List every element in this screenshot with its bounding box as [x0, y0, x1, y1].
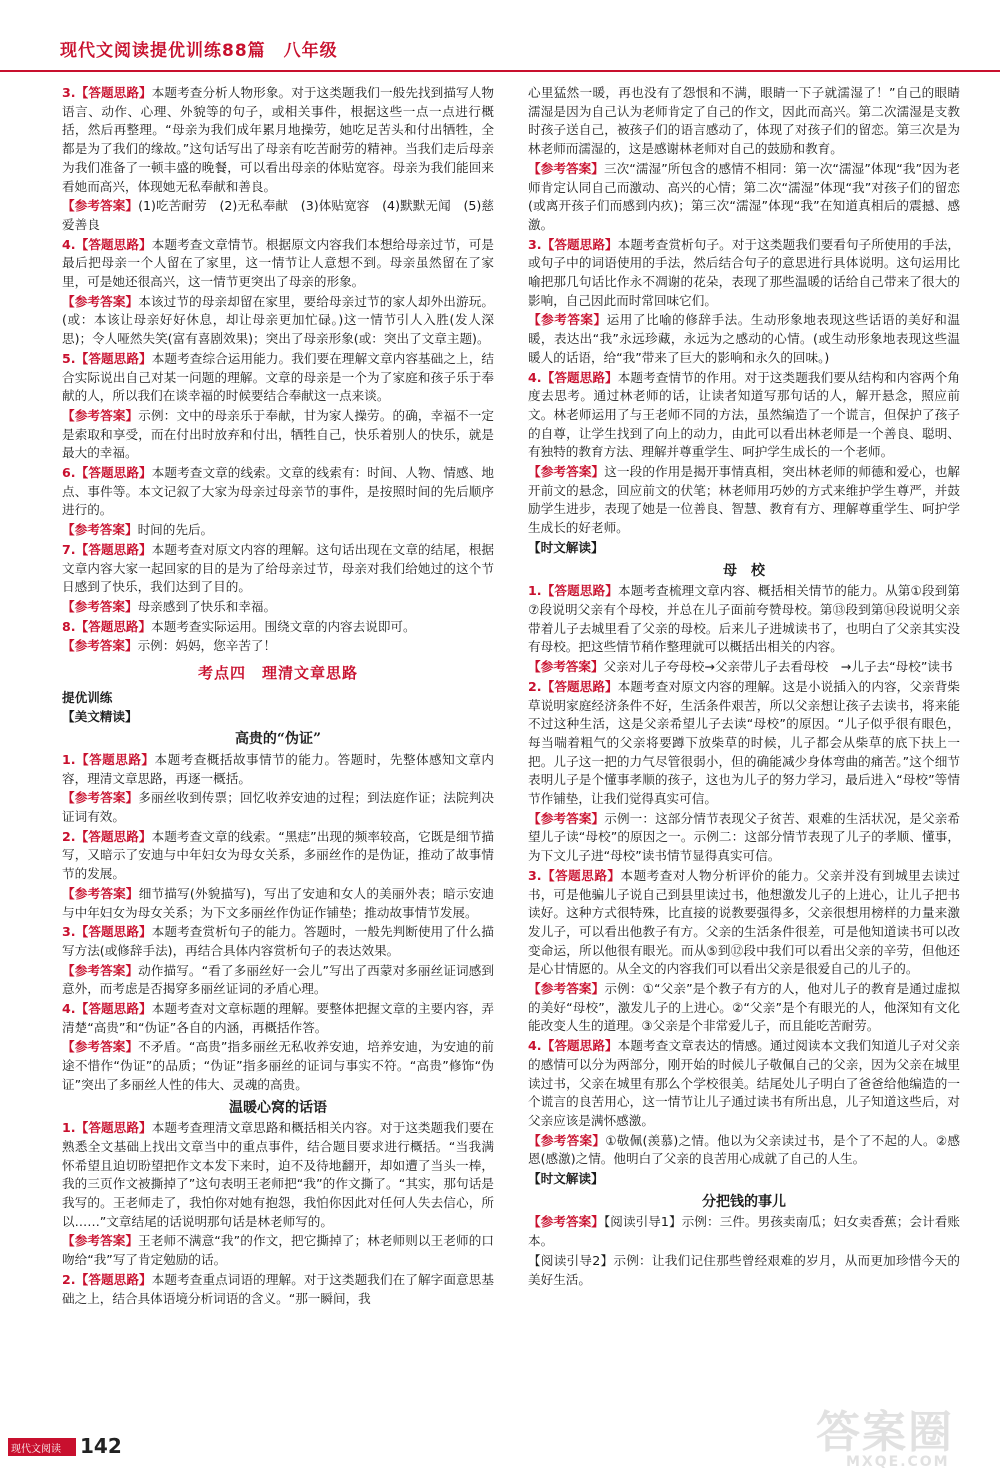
answer-text: 不矛盾。“高贵”指多丽丝无私收养安迪，培养安迪，为安迪的前途不惜作“伪证”的品质；“伪证”指多丽丝的证词与事实不符。“高贵”修饰“伪证”突出了多丽丝人性的伟大、灵魂的高贵。: [62, 1039, 494, 1092]
answer-tag: 2.【答题思路】: [62, 828, 152, 844]
sub-title-training: 提优训练: [62, 689, 113, 705]
answer-paragraph: [62, 923, 494, 960]
answer-text: 本题考查梳理文章内容、概括相关情节的能力。从第①段到第⑦段说明父亲有个母校，并总在儿子面前夸赞母校。第⑬段到第⑭段说明父亲带着儿子去城里看了父亲的母校。后来儿子进城读书了，也明白了父亲其实没有母校。把这些情节稍作整理就可以概括出相关的内容。: [528, 583, 960, 655]
page-number: 142: [80, 1434, 122, 1458]
answer-text: 本题考查文章情节。根据原文内容我们本想给母亲过节，可是最后把母亲一个人留在了家里，这一情节让人意想不到。母亲虽然留在了家里，可是她还很高兴，这一情节更突出了母亲的形象。: [62, 236, 494, 290]
answer-text: 本题考查实际运用。围绕文章的内容去说即可。: [151, 618, 416, 634]
answer-tag: 3.【答题思路】: [62, 85, 152, 100]
answer-paragraph: [62, 962, 494, 999]
answer-tag: 【参考答案】: [528, 1214, 604, 1230]
left-answer-blocks: [62, 84, 494, 656]
header-divider: [0, 70, 1000, 72]
article-2-title: 温暖心窝的话语: [229, 1099, 327, 1116]
answer-paragraph: [62, 521, 494, 540]
answer-paragraph: [62, 598, 494, 617]
article-3-title: 母 校: [723, 562, 765, 579]
answer-tag: 【参考答案】: [62, 962, 139, 978]
answer-tag: 【参考答案】: [62, 407, 139, 423]
answer-text: 示例：①“父亲”是个教子有方的人，他对儿子的教育是通过虚拟的美好“母校”，激发儿子的上进心。②“父亲”是个有眼光的人，他深知有文化能改变人生的道理。③父亲是个非常爱儿子，而且能吃苦耐劳。: [528, 981, 961, 1034]
answer-tag: 【参考答案】: [62, 198, 139, 214]
section-title: 考点四 理清文章思路: [197, 664, 358, 683]
answer-text: 心里猛然一暖，再也没有了怨恨和不满，眼睛一下子就濡湿了！”自己的眼睛濡湿是因为自己认为老师肯定了自己的作文，因此而高兴。第二次濡湿是支教时孩子送自己，被孩子们的语言感动了，体现了对孩子们的留恋。第三次是为林老师而濡湿的，这是感谢林老师对自己的鼓励和教育。: [528, 85, 960, 157]
answer-paragraph: [62, 1271, 494, 1308]
answer-text: 本题考查综合运用能力。我们要在理解文章内容基础之上，结合实际说出自己对某一问题的理解。文章的母亲是一个为了家庭和孩子乐于奉献的人，所以我们在谈幸福的时候要结合奉献这一点来谈。: [62, 350, 494, 404]
site-watermark: [816, 1396, 986, 1470]
answer-text: 本题考查赏析句子的能力。答题时，一般先判断使用了什么描写方法(或修辞手法)，再结合具体内容赏析句子的表达效果。: [62, 924, 494, 958]
answer-text: 本题考查对人物分析评价的能力。父亲并没有到城里去读过书，可是他骗儿子说自己到县里读过书，他想激发儿子的上进心，让儿子把书读好。这种方式很特殊，比直接的说教要强得多，父亲很想用榜样的力量来激发儿子，可以看出他教子有方。父亲的生活条件很差，可是他知道读书可以改变命运，所以他很有眼光。而从⑤到⑫段中我们可以看出父亲的辛劳，但他还是心甘情愿的。从全文的内容我们可以看出父亲是很爱自己的儿子的。: [528, 867, 960, 977]
answer-paragraph: [62, 236, 494, 292]
answer-tag: 【参考答案】: [62, 885, 139, 901]
answer-paragraph: [62, 407, 494, 463]
page-footer: [0, 1394, 1000, 1474]
answer-text: 【阅读引导1】示例：三件。男孩卖南瓜；妇女卖香蕉；会计看账本。: [528, 1214, 960, 1249]
answer-text: 本该过节的母亲却留在家里，要给母亲过节的家人却外出游玩。(或：本该让母亲好好休息，却让母亲更加忙碌。)这一情节引人入胜(发人深思)；令人哑然失笑(富有喜剧效果)；突出了母亲形象(或：突出了文章主题)。: [62, 293, 495, 347]
article-4-blocks: [528, 1213, 960, 1289]
answer-tag: 【参考答案】: [528, 659, 604, 675]
article-4-title: 分把钱的事儿: [702, 1193, 786, 1210]
answer-text: 本题考查对原文内容的理解。这句话出现在文章的结尾，根据文章内容大家一起回家的目的是为了给母亲过节，母亲对我们给她过的这个节日感到了快乐，我们达到了目的。: [62, 541, 494, 595]
answer-paragraph: [528, 1037, 960, 1131]
answer-text: 运用了比喻的修辞手法。生动形象地表现这些话语的美好和温暖，表达出“我”永远珍藏，永远为之感动的心情。(或生动形象地表现这些温暖人的话语，给“我”带来了巨大的影响和永久的回味。): [528, 312, 961, 365]
answer-tag: 【参考答案】: [62, 598, 138, 614]
answer-tag: 【参考答案】: [528, 981, 605, 997]
answer-text: 三次“濡湿”所包含的感情不相同：第一次“濡湿”体现“我”因为老师肯定认同自己而激动、高兴的心情；第二次“濡湿”体现“我”对孩子们的留恋(或离开孩子们而感到内疚)；第三次“濡湿”体现“我”在知道真相后的震撼、感激。: [528, 160, 960, 232]
answer-paragraph: [528, 1132, 960, 1169]
answer-text: 本题考查文章表达的情感。通过阅读本文我们知道儿子对父亲的感情可以分为两部分，刚开始的时候儿子敬佩自己的父亲，因为父亲在城里读过书，父亲在城里有那么个学校很美。结尾处儿子明白了爸爸给他编造的一个谎言的良苦用心，这一情节让儿子通过读书有所出息，儿子知道这些后，对父亲应该是满怀感激。: [528, 1038, 960, 1128]
answer-tag: 7.【答题思路】: [62, 541, 152, 557]
right-sub-title-2: 【时文解读】: [528, 1171, 604, 1187]
footer-logo-text: 现代文阅读: [11, 1444, 61, 1455]
answer-tag: 1.【答题思路】: [62, 1120, 152, 1136]
answer-paragraph: [528, 810, 960, 866]
footer-logo: [8, 1438, 76, 1456]
answer-text: 本题考查文章的线索。文章的线索有：时间、人物、情感、地点、事件等。本文记叙了大家为母亲过母亲节的事件，是按照时间的先后顺序进行的。: [62, 465, 494, 518]
sub-title-reading: 【美文精读】: [62, 708, 138, 724]
answer-paragraph: [62, 828, 494, 884]
answer-paragraph: [62, 1000, 494, 1037]
answer-tag: 【参考答案】: [62, 293, 139, 309]
answer-paragraph: [528, 867, 960, 979]
article-1-title: 高贵的“伪证”: [234, 731, 322, 748]
right-answer-blocks: [528, 84, 960, 538]
answer-tag: 【参考答案】: [62, 1233, 139, 1249]
answer-text: 【阅读引导2】示例：让我们记住那些曾经艰难的岁月，从而更加珍惜今天的美好生活。: [528, 1252, 960, 1287]
answer-text: 示例：文中的母亲乐于奉献，甘为家人操劳。的确，幸福不一定是索取和享受，而在付出时放弃和付出，牺牲自己，快乐着别人的快乐，就是最大的幸福。: [62, 407, 495, 461]
answer-paragraph: [62, 751, 494, 788]
answer-tag: 【参考答案】: [62, 638, 138, 654]
answer-paragraph: [62, 1119, 494, 1231]
answer-paragraph: [62, 1038, 494, 1094]
answer-tag: 4.【答题思路】: [528, 1038, 618, 1054]
answer-text: 本题考查赏析句子。对于这类题我们要看句子所使用的手法，或句子中的词语使用的手法，然后结合句子的意思进行具体说明。这句运用比喻把那几句话比作永不凋谢的花朵，表现了那些温暖的话给自己带来了很大的影响，自己因此而时常回味它们。: [528, 236, 960, 308]
answer-paragraph: [62, 885, 494, 922]
answer-tag: 5.【答题思路】: [62, 350, 152, 366]
answer-tag: 【参考答案】: [528, 810, 605, 826]
answer-paragraph: [62, 541, 494, 597]
answer-paragraph: [528, 369, 960, 463]
answer-paragraph: [528, 678, 960, 809]
right-sub-title-1: 【时文解读】: [528, 539, 604, 555]
answer-text: 本题考查对原文内容的理解。这是小说插入的内容，父亲背柴草说明家庭经济条件不好，生活条件艰苦，所以父亲想让孩子去读书，将来能不过这种生活，这是父亲希望儿子去读“母校”的原因。“儿子似乎很有眼色，每当喘着粗气的父亲将要蹲下放柴草的时候，儿子都会从柴草的底下扶上一把。儿子这一把的力气尽管很弱小，但的确能减少身体弯曲的痛苦。”这个细节表明儿子是个懂事孝顺的孩子，这也为儿子的努力学习，最后进入“母校”等情节作铺垫，让我们觉得真实可信。: [528, 678, 960, 807]
answer-text: 本题考查重点词语的理解。对于这类题我们在了解字面意思基础之上，结合具体语境分析词语的含义。“那一瞬间，我: [62, 1271, 494, 1306]
right-column: [528, 84, 960, 1290]
answer-tag: 【参考答案】: [528, 312, 607, 328]
answer-tag: 1.【答题思路】: [62, 751, 155, 767]
answer-tag: 3.【答题思路】: [528, 867, 621, 883]
answer-paragraph: [62, 637, 494, 656]
answer-tag: 4.【答题思路】: [528, 369, 618, 385]
watermark-small-text: MXQE.COM: [846, 1454, 950, 1470]
answer-text: 王老师不满意“我”的作文，把它撕掉了；林老师则以王老师的口吻给“我”写了肯定勉励的话。: [62, 1233, 494, 1268]
answer-text: 这一段的作用是揭开事情真相，突出林老师的师德和爱心，也解开前文的悬念，回应前文的伏笔；林老师用巧妙的方式来维护学生尊严，并鼓励学生进步，表现了她是一位善良、智慧、教育有方、理解尊重学生、呵护学生成长的好老师。: [528, 464, 961, 536]
answer-paragraph: [528, 160, 960, 235]
article-1-blocks: [62, 751, 494, 1095]
answer-text: ①敬佩(羡慕)之情。他以为父亲读过书，是个了不起的人。②感恩(感激)之情。他明白了父亲的良苦用心成就了自己的人生。: [528, 1132, 960, 1167]
answer-paragraph: [528, 1252, 960, 1289]
answer-tag: 【参考答案】: [62, 522, 138, 538]
answer-paragraph: [62, 618, 494, 637]
answer-paragraph: [528, 463, 960, 538]
answer-text: 本题考查理清文章思路和概括相关内容。对于这类题我们要在熟悉全文基础上找出文章当中的重点事件，结合题目要求进行概括。“当我满怀希望且迫切盼望把作文本发下来时，迫不及待地翻开，却如遭了当头一棒，我的三页作文被撕掉了”这句表明王老师把“我”的作文撕了。“其实，那句话是我写的。王老师走了，我怕你对她有抱怨，我怕你因此对任何人失去信心，所以……”文章结尾的话说明那句话是林老师写的。: [62, 1120, 494, 1229]
answer-text: 父亲对儿子夸母校→父亲带儿子去看母校 →儿子去“母校”读书: [603, 659, 953, 675]
answer-paragraph: [62, 789, 494, 826]
answer-text: 母亲感到了快乐和幸福。: [137, 598, 277, 614]
page-header: [0, 0, 1000, 74]
answer-text: (1)吃苦耐劳 (2)无私奉献 (3)体贴宽容 (4)默默无闻 (5)慈爱善良: [62, 198, 495, 232]
article-2-blocks: [62, 1119, 494, 1308]
answer-tag: 1.【答题思路】: [528, 583, 618, 599]
answer-paragraph: [528, 582, 960, 657]
answer-text: 本题考查概括故事情节的能力。答题时，先整体感知文章内容，理清文章思路，再逐一概括。: [62, 751, 494, 786]
answer-tag: 2.【答题思路】: [528, 678, 618, 694]
answer-paragraph: [62, 350, 494, 406]
answer-tag: 6.【答题思路】: [62, 465, 152, 481]
answer-text: 示例：妈妈，您辛苦了！: [137, 638, 277, 654]
answer-paragraph: [62, 84, 494, 196]
answer-tag: 【参考答案】: [528, 464, 605, 480]
answer-text: 本题考查文章的线索。“黑痣”出现的频率较高，它既是细节描写，又暗示了安迪与中年妇女为母女关系，多丽丝作的是伪证，推动了故事情节的发展。: [62, 828, 494, 882]
answer-tag: 8.【答题思路】: [62, 618, 152, 634]
answer-text: 动作描写。“看了多丽丝好一会儿”写出了西蒙对多丽丝证词感到意外，而考虑是否揭穿多丽丝证词的矛盾心理。: [62, 962, 494, 997]
watermark-big-text: 答案圈: [816, 1407, 954, 1458]
answer-paragraph: [62, 464, 494, 520]
answer-text: 本题考查情节的作用。对于这类题我们要从结构和内容两个角度去思考。通过林老师的话，让读者知道写那句话的人，解开悬念，照应前文。林老师运用了与王老师不同的方法，虽然编造了一个谎言，但保护了孩子的自尊，让学生找到了向上的动力，由此可以看出林老师是一个善良、聪明、有独特的教育方法、理解并尊重学生、呵护学生成长的一个老师。: [528, 369, 960, 460]
answer-paragraph: [528, 311, 960, 367]
book-title: 现代文阅读提优训练88篇 八年级: [60, 41, 338, 61]
answer-tag: 4.【答题思路】: [62, 236, 152, 252]
article-3-blocks: [528, 582, 960, 1169]
answer-tag: 【参考答案】: [62, 1039, 139, 1055]
answer-tag: 4.【答题思路】: [62, 1001, 152, 1017]
answer-tag: 【参考答案】: [528, 160, 604, 176]
answer-tag: 2.【答题思路】: [62, 1271, 152, 1287]
answer-paragraph: [528, 84, 960, 159]
answer-paragraph: [528, 980, 960, 1036]
answer-text: 细节描写(外貌描写)，写出了安迪和女人的美丽外表；暗示安迪与中年妇女为母女关系；为下文多丽丝作伪证作铺垫；推动故事情节发展。: [62, 885, 495, 920]
answer-tag: 3.【答题思路】: [62, 924, 152, 940]
answer-text: 多丽丝收到传票；回忆收养安迪的过程；到法庭作证；法院判决证词有效。: [62, 790, 495, 825]
answer-paragraph: [528, 1213, 960, 1250]
answer-paragraph: [528, 658, 960, 677]
answer-text: 示例一：这部分情节表现父子贫苦、艰难的生活状况，是父亲希望儿子读“母校”的原因之一。示例二：这部分情节表现了儿子的孝顺、懂事，为下文儿子进“母校”读书情节显得真实可信。: [528, 810, 961, 864]
answer-text: 本题考查对文章标题的理解。要整体把握文章的主要内容，弄清楚“高贵”和“伪证”各自的内涵，再概括作答。: [62, 1001, 494, 1035]
answer-tag: 【参考答案】: [62, 790, 139, 806]
answer-text: 本题考查分析人物形象。对于这类题我们一般先找到描写人物语言、动作、心理、外貌等的句子，或相关事件，根据这些一点一点进行概括，然后再整理。“母亲为我们成年累月地操劳，她吃足苦头和付出牺牲，全都是为了我们的缘故。”这句话写出了母亲有吃苦耐劳的精神。当我们走后母亲为我们准备了一顿丰盛的晚餐，可以看出母亲的体贴宽容。母亲为我们能回来看她而高兴，体现她无私奉献和善良。: [62, 85, 494, 194]
answer-tag: 3.【答题思路】: [528, 236, 618, 252]
answer-text: 时间的先后。: [137, 522, 214, 538]
left-column: [62, 84, 494, 1309]
answer-paragraph: [62, 197, 494, 234]
answer-tag: 【参考答案】: [528, 1132, 606, 1148]
answer-paragraph: [62, 1232, 494, 1269]
answer-paragraph: [62, 293, 494, 349]
answer-paragraph: [528, 236, 960, 311]
